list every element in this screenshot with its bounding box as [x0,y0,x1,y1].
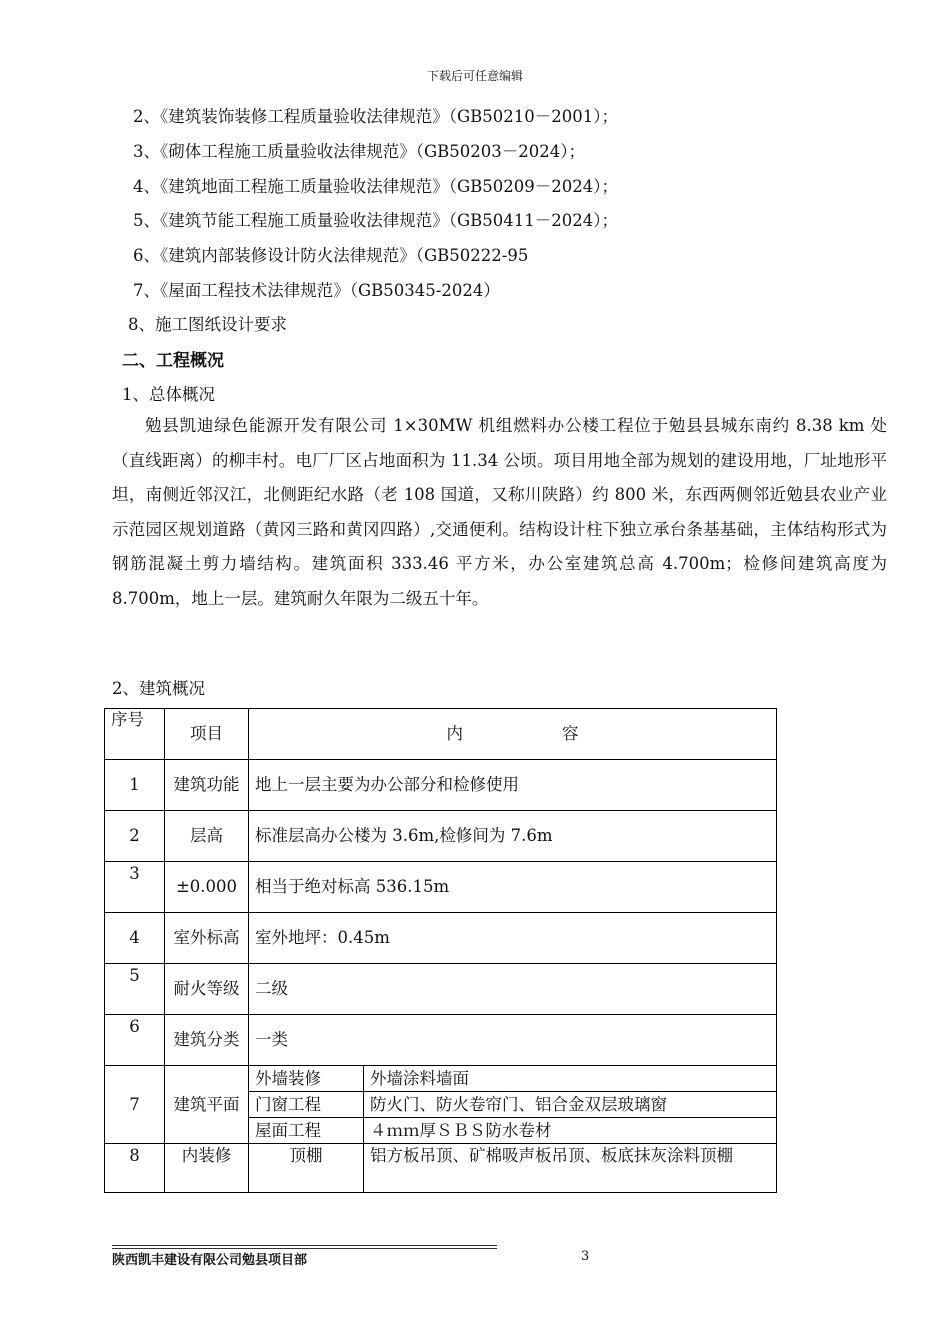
header-content: 内 容 [249,709,777,760]
subsection-title: 2、建筑概况 [112,679,205,698]
table-row [105,760,777,811]
sub-label: 顶棚 [249,1144,364,1193]
header-item: 项目 [165,709,249,760]
header-note: 下载后可任意编辑 [426,69,523,83]
row-content: 一类 [249,1015,777,1066]
row-item: 内装修 [165,1144,249,1193]
row-no: 8 [105,1144,165,1193]
row-item: 建筑功能 [165,760,249,811]
row-no: 2 [105,811,165,862]
page-number: 3 [581,1249,590,1264]
footer-divider [112,1245,497,1246]
table-row [105,913,777,964]
header-no: 序号 [105,709,165,760]
reference-item: 6、《建筑内部装修设计防火法律规范》（GB50222-95 [133,246,529,265]
sub-value: 外墙涂料墙面 [364,1066,777,1092]
sub-value: 铝方板吊顶、矿棉吸声板吊顶、板底抹灰涂料顶棚 [364,1144,777,1193]
table-row [105,862,777,913]
row-no: 5 [105,964,165,1015]
row-no: 6 [105,1015,165,1066]
row-content: 地上一层主要为办公部分和检修使用 [249,760,777,811]
row-item: 建筑平面 [165,1066,249,1144]
row-no: 7 [105,1066,165,1144]
section-heading: 二、工程概况 [122,351,224,371]
sub-value: 防火门、防火卷帘门、铝合金双层玻璃窗 [364,1092,777,1118]
sub-label: 屋面工程 [249,1118,364,1144]
row-no: 1 [105,760,165,811]
row-content: 相当于绝对标高 536.15m [249,862,777,913]
row-item: 室外标高 [165,913,249,964]
footer-organization: 陕西凯丰建设有限公司勉县项目部 [112,1253,308,1268]
row-no: 3 [105,862,165,913]
reference-item: 8、施工图纸设计要求 [128,315,287,334]
sub-label: 门窗工程 [249,1092,364,1118]
reference-item: 4、《建筑地面工程施工质量验收法律规范》（GB50209－2024）； [133,177,619,196]
row-content: 二级 [249,964,777,1015]
table-row [105,964,777,1015]
row-item: ±0.000 [165,862,249,913]
overview-paragraph [112,409,887,616]
row-item: 建筑分类 [165,1015,249,1066]
table-row [105,1066,777,1092]
sub-value: ４ｍｍ厚ＳＢＳ防水卷材 [364,1118,777,1144]
table-row [105,811,777,862]
row-no: 4 [105,913,165,964]
overview-text: 勉县凯迪绿色能源开发有限公司 1×30MW 机组燃料办公楼工程位于勉县县城东南约 8.38 km 处（直线距离）的柳丰村。电厂厂区占地面积为 11.34 公顷。项目用地全部为规划的建设用地，厂址地形平坦，南侧近邻汉江，北侧距纪水路（老 108 国道，又称川陕路）约 800 米，东西两侧邻近勉县农业产业示范园区规划道路（黄冈三路和黄冈四路）,交通便利。结构设计柱下独立承台条基基础，主体结构形式为钢筋混凝土剪力墙结构。建筑面积 333.46 平方米，办公室建筑总高 4.700m；检修间建筑高度为 8.700m，地上一层。建筑耐久年限为二级五十年。 [112,416,887,608]
reference-item: 5、《建筑节能工程施工质量验收法律规范》（GB50411－2024）； [133,211,619,230]
reference-item: 3、《砌体工程施工质量验收法律规范》（GB50203－2024）； [133,142,586,161]
row-item: 耐火等级 [165,964,249,1015]
row-content: 室外地坪：0.45m [249,913,777,964]
sub-label: 外墙装修 [249,1066,364,1092]
building-overview-table [104,708,777,1193]
subsection-title: 1、总体概况 [122,385,215,404]
row-item: 层高 [165,811,249,862]
table-row [105,1015,777,1066]
reference-item: 2、《建筑装饰装修工程质量验收法律规范》（GB50210－2001）； [133,107,619,126]
table-row [105,1144,777,1193]
row-content: 标准层高办公楼为 3.6m,检修间为 7.6m [249,811,777,862]
table-header-row [105,709,777,760]
reference-item: 7、《屋面工程技术法律规范》（GB50345-2024） [133,281,500,300]
